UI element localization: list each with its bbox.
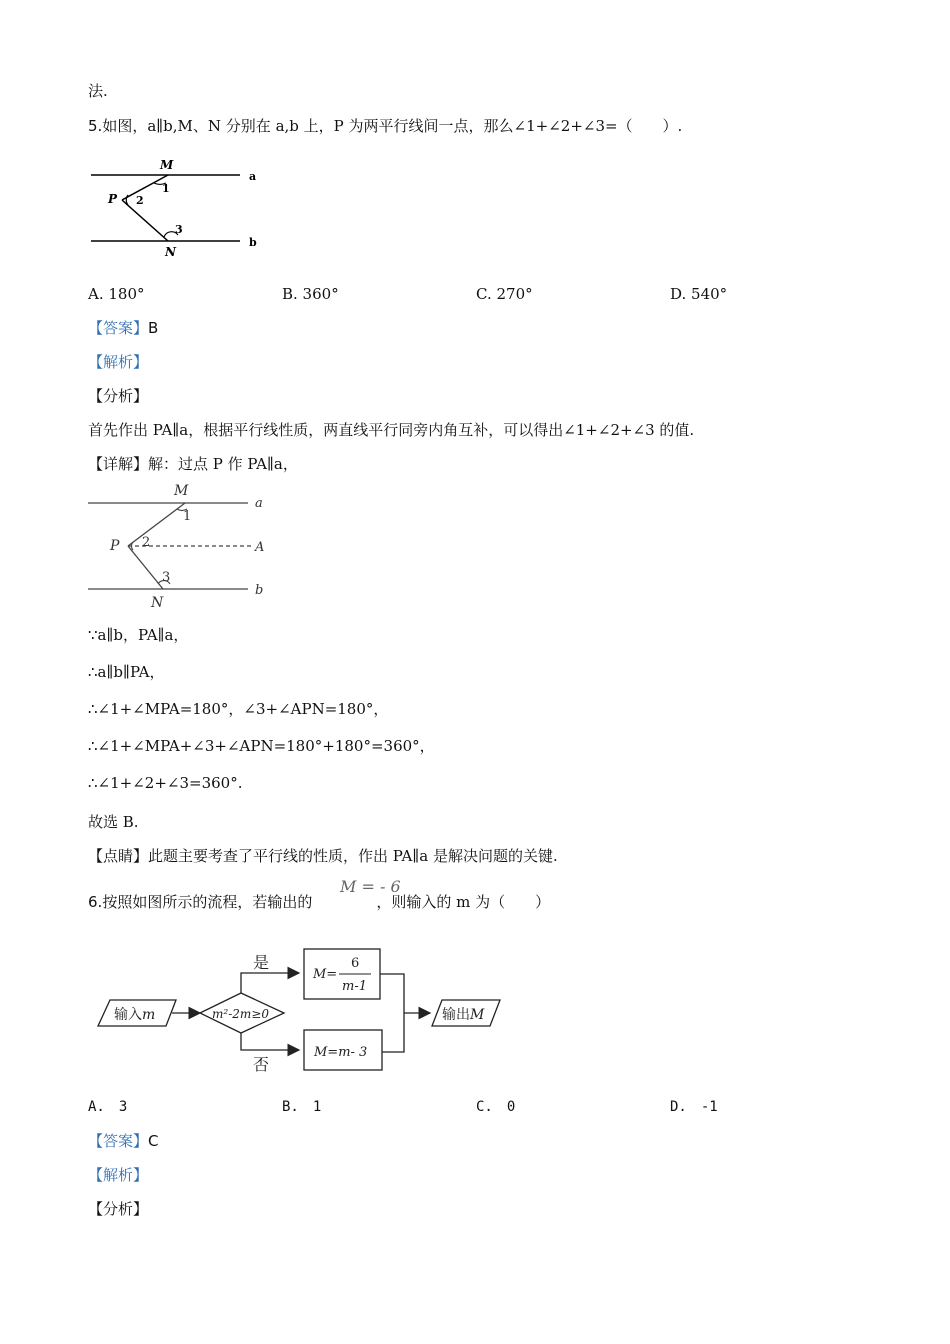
label-p: P	[108, 192, 118, 206]
label-2: 2	[136, 194, 144, 207]
q5-step-3: ∴∠1+∠MPA=180°，∠3+∠APN=180°，	[88, 700, 389, 718]
input-text: 输入	[114, 1007, 142, 1023]
q5-option-c: C. 270°	[476, 285, 533, 303]
q5-comment-tag: 【点睛】	[88, 847, 149, 865]
segment-pn	[128, 546, 163, 589]
no-label: 否	[253, 1055, 270, 1074]
label-a: a	[255, 496, 263, 511]
yes-numerator: 6	[351, 956, 360, 971]
q6-formula: M = - 6	[340, 877, 401, 896]
q5-step-5: ∴∠1+∠2+∠3=360°.	[88, 774, 243, 792]
label-point-a: A	[255, 540, 265, 555]
q5-answer-value: B	[148, 319, 159, 337]
q5-stem	[88, 116, 682, 136]
input-label	[114, 1007, 155, 1023]
output-text: 输出	[442, 1007, 470, 1023]
arrow-yes	[241, 973, 299, 993]
label-b: b	[249, 236, 257, 249]
input-var: m	[142, 1007, 156, 1023]
q5-step-2: ∴a∥b∥PA，	[88, 663, 165, 681]
q6-number: 6	[88, 893, 98, 911]
q6-stem-before: .按照如图所示的流程，若输出的	[97, 893, 313, 911]
q5-detail	[88, 454, 298, 474]
q5-figure	[88, 155, 268, 265]
label-p: P	[110, 538, 120, 554]
yes-label: 是	[253, 953, 270, 972]
q6-option-a: A. 3	[88, 1099, 128, 1115]
q6-analysis-tag: 【解析】	[88, 1166, 149, 1184]
q5-comment-text: 此题主要考查了平行线的性质，作出 PA∥a 是解决问题的关键.	[148, 847, 558, 865]
q5-number: 5	[88, 117, 98, 135]
q5-fenxi-text: 首先作出 PA∥a，根据平行线性质，两直线平行同旁内角互补，可以得出∠1+∠2+∠3 的值.	[88, 421, 695, 439]
label-3: 3	[175, 223, 183, 236]
label-1: 1	[162, 182, 170, 195]
q5-comment	[88, 846, 558, 866]
q5-option-d: D. 540°	[670, 285, 728, 303]
q5-answer-tag: 【答案】	[88, 319, 149, 337]
q6-option-d: D. -1	[670, 1099, 718, 1115]
condition-text: m²-2m≥0	[212, 1007, 269, 1021]
q6-fenxi-tag: 【分析】	[88, 1200, 149, 1218]
label-n: N	[151, 595, 164, 611]
label-m: M	[174, 483, 189, 499]
q5-step-4: ∴∠1+∠MPA+∠3+∠APN=180°+180°=360°，	[88, 737, 435, 755]
q6-answer-tag: 【答案】	[88, 1132, 149, 1150]
label-1: 1	[183, 509, 192, 524]
q5-answer	[88, 318, 158, 338]
label-m: M	[160, 158, 174, 172]
q6-stem-after: ，则输入的 m 为（ ）	[376, 893, 551, 911]
q5-fenxi-tag: 【分析】	[88, 387, 149, 405]
q5-analysis-tag: 【解析】	[88, 353, 149, 371]
q6-answer	[88, 1131, 159, 1151]
yes-formula-left: M=	[313, 967, 338, 982]
label-a: a	[249, 170, 257, 183]
q5-stem-text: .如图，a∥b,M、N 分别在 a,b 上，P 为两平行线间一点，那么∠1+∠2+∠3=（ ）.	[97, 117, 683, 135]
q6-option-c: C. 0	[476, 1099, 516, 1115]
output-var: M	[470, 1007, 485, 1023]
q6-stem	[88, 892, 550, 912]
q5-option-a: A. 180°	[88, 285, 145, 303]
q5-detail-text: 解：过点 P 作 PA∥a，	[148, 455, 298, 473]
output-label	[442, 1007, 485, 1023]
q5-solution-figure	[88, 480, 278, 610]
q6-answer-value: C	[148, 1132, 159, 1150]
q5-option-b: B. 360°	[282, 285, 339, 303]
q6-option-b: B. 1	[282, 1099, 322, 1115]
q5-detail-tag: 【详解】	[88, 455, 149, 473]
arrow-no	[241, 1033, 299, 1050]
intro-tail-text: 法.	[88, 82, 108, 100]
q5-step-1: ∵a∥b，PA∥a，	[88, 626, 189, 644]
segment-pm	[128, 503, 185, 546]
label-3: 3	[162, 570, 171, 585]
merge-line	[380, 974, 404, 1052]
no-formula: M=m- 3	[314, 1045, 368, 1060]
label-b: b	[255, 583, 264, 598]
q6-flowchart	[96, 946, 506, 1076]
segment-pn	[122, 200, 168, 241]
label-2: 2	[142, 535, 151, 550]
label-n: N	[165, 245, 176, 259]
yes-denominator: m-1	[342, 979, 367, 994]
q5-conclusion: 故选 B.	[88, 813, 139, 831]
